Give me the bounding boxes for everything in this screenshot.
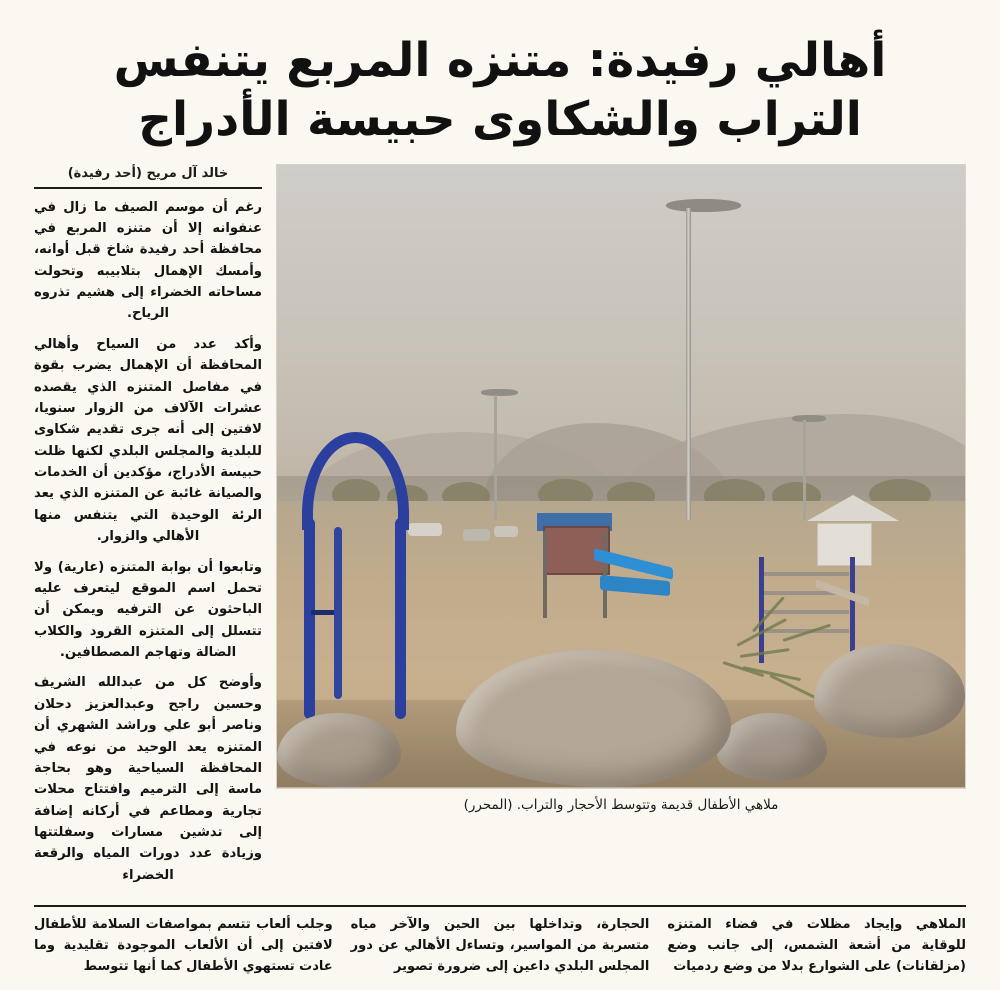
photo-caption: ملاهي الأطفال قديمة وتتوسط الأحجار والتراب. (المحرر) bbox=[463, 796, 779, 813]
bottom-text-columns bbox=[34, 915, 966, 977]
photo-playset-post bbox=[543, 531, 547, 618]
photo-rock bbox=[814, 644, 965, 737]
photo-playset-slide bbox=[600, 575, 670, 596]
headline-line-1: أهالي رفيدة: متنزه المربع يتنفس bbox=[113, 33, 887, 88]
byline: خالد آل مريح (أحد رفيدة) bbox=[34, 166, 262, 189]
article-paragraph: وتابعوا أن بوابة المتنزه (عارية) ولا تحمل اسم الموقع ليتعرف عليه الباحثون عن الترفيه ويمكن أن تتسلل إلى المتنزه القرود والكلاب الضالة وتهاجم المصطافين. bbox=[34, 559, 262, 660]
bottom-column bbox=[667, 915, 966, 977]
bottom-column bbox=[34, 915, 333, 977]
photo-swing-arch bbox=[302, 432, 409, 529]
photo-swing-seat bbox=[311, 610, 334, 615]
bottom-column bbox=[351, 915, 650, 977]
photo-gazebo-roof bbox=[807, 495, 899, 521]
side-column bbox=[34, 164, 262, 896]
photo-swing-set bbox=[291, 432, 435, 719]
article-paragraph: وأكد عدد من السياح وأهالي المحافظة أن الإهمال يضرب بقوة في مفاصل المتنزه الذي يقصده عشرات الآلاف من الزوار سنويا، لافتين إلى أنه جرى تقديم شكاوى للبلدية والمجلس البلدي لكنها ظلت حبيسة الأدراج، مؤكدين أن الخدمات والصيانة غائبة عن المتنزه الذي يعد الرئة الوحيدة التي يتنفس منها الأهالي والزوار. bbox=[34, 336, 262, 545]
page-title bbox=[40, 32, 960, 150]
photo-swing-leg bbox=[334, 527, 342, 699]
photo-rock bbox=[277, 713, 401, 788]
photo-car bbox=[494, 526, 518, 537]
photo-light-pole-head bbox=[481, 389, 519, 396]
article-body bbox=[34, 164, 966, 896]
photo-playground-set bbox=[525, 513, 676, 638]
headline-line-2: التراب والشكاوى حبيسة الأدراج bbox=[138, 91, 862, 147]
photo-car bbox=[463, 529, 491, 541]
article-paragraph: رغم أن موسم الصيف ما زال في عنفوانه إلا أن متنزه المربع في محافظة أحد رفيدة شاخ قبل أوانه، وأمسك الإهمال بتلابيبه وتحولت مساحاته الخضراء إلى هشيم تذروه الرياح. bbox=[34, 199, 262, 322]
photo-swing-leg bbox=[304, 518, 315, 719]
article-photo bbox=[276, 164, 966, 789]
bottom-column-text: وجلب ألعاب تتسم بمواصفات السلامة للأطفال لافتين إلى أن الألعاب الموجودة تقليدية وما عادت تستهوي الأطفال كما أنها تتوسط bbox=[33, 917, 333, 974]
photo-block bbox=[276, 164, 966, 813]
photo-light-pole bbox=[686, 208, 691, 520]
photo-light-pole bbox=[494, 395, 497, 520]
photo-swing-leg bbox=[395, 518, 406, 719]
bottom-column-text: الملاهي وإيجاد مظلات في فضاء المتنزه للوقاية من أشعة الشمس، إلى جانب وضع (مزلقانات) على الشوارع بدلا من وضع ردميات bbox=[667, 917, 966, 974]
divider bbox=[34, 905, 966, 907]
photo-light-pole-head bbox=[792, 415, 826, 422]
article-paragraph: وأوضح كل من عبدالله الشريف وحسين راجح وعبدالعزيز دحلان وناصر أبو علي وراشد الشهري أن المتنزه يعد الوحيد من نوعه في المحافظة السياحية وهو بحاجة ماسة إلى الترميم وافتتاح محلات تجارية ومطاعم في أركانه إضافة إلى تدشين مسارات وسفلتتها وزيادة عدد دورات المياه والرقعة الخضراء bbox=[34, 675, 262, 883]
bottom-column-text: الحجارة، وتداخلها بين الحين والآخر مياه متسربة من المواسير، وتساءل الأهالي عن دور المجلس البلدي داعين إلى ضرورة تصوير bbox=[350, 917, 650, 974]
